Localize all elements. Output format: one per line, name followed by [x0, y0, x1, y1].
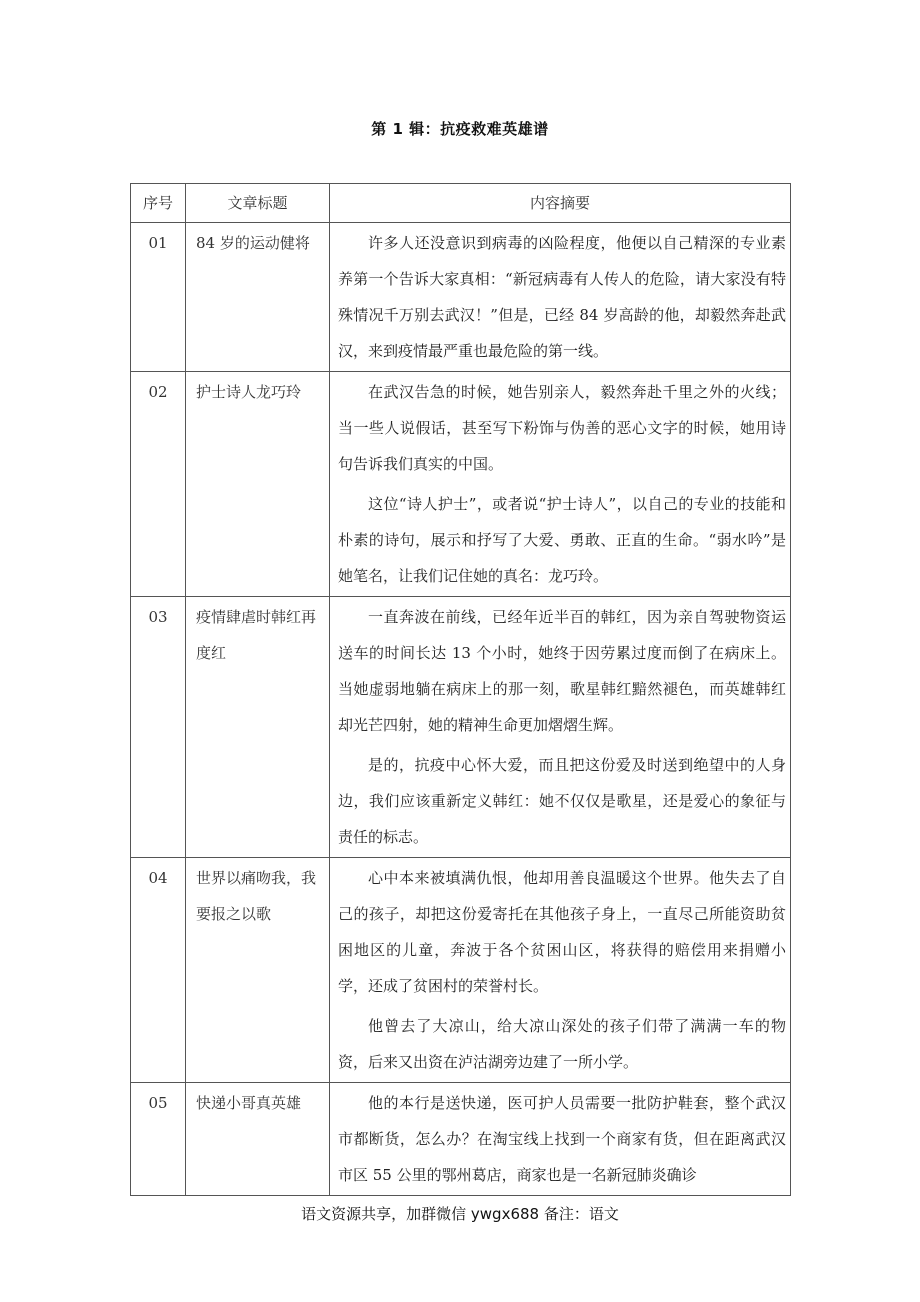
article-summary-table [130, 183, 791, 1196]
summary-paragraph: 心中本来被填满仇恨，他却用善良温暖这个世界。他失去了自己的孩子，却把这份爱寄托在其他孩子身上，一直尽己所能资助贫困地区的儿童，奔波于各个贫困山区，将获得的赔偿用来捐赠小学，还成了贫困村的荣誉村长。 [338, 869, 786, 995]
page-title: 第 1 辑：抗疫救难英雄谱 [371, 120, 549, 138]
table-row [131, 223, 791, 372]
header-summary: 内容摘要 [330, 184, 791, 223]
header-title: 文章标题 [186, 184, 330, 223]
row-summary [330, 597, 791, 858]
row-seq: 02 [131, 372, 186, 597]
row-title: 快递小哥真英雄 [186, 1083, 330, 1196]
row-summary [330, 372, 791, 597]
summary-paragraph: 在武汉告急的时候，她告别亲人，毅然奔赴千里之外的火线；当一些人说假话，甚至写下粉饰与伪善的恶心文字的时候，她用诗句告诉我们真实的中国。 [338, 383, 786, 473]
table-header-row [131, 184, 791, 223]
summary-paragraph: 是的，抗疫中心怀大爱，而且把这份爱及时送到绝望中的人身边，我们应该重新定义韩红：她不仅仅是歌星，还是爱心的象征与责任的标志。 [338, 756, 786, 846]
row-summary [330, 1083, 791, 1196]
page-footer: 语文资源共享，加群微信 ywgx688 备注：语文 [301, 1205, 619, 1223]
row-summary [330, 858, 791, 1083]
row-seq: 04 [131, 858, 186, 1083]
row-summary [330, 223, 791, 372]
summary-paragraph: 这位“诗人护士”，或者说“护士诗人”，以自己的专业的技能和朴素的诗句，展示和抒写了大爱、勇敢、正直的生命。“弱水吟”是她笔名，让我们记住她的真名：龙巧玲。 [338, 495, 786, 585]
table-row [131, 372, 791, 597]
row-seq: 01 [131, 223, 186, 372]
row-title: 84 岁的运动健将 [186, 223, 330, 372]
row-title: 护士诗人龙巧玲 [186, 372, 330, 597]
row-seq: 03 [131, 597, 186, 858]
summary-paragraph: 他的本行是送快递，医可护人员需要一批防护鞋套，整个武汉市都断货，怎么办？在淘宝线上找到一个商家有货，但在距离武汉市区 55 公里的鄂州葛店，商家也是一名新冠肺炎确诊 [338, 1094, 786, 1184]
header-seq: 序号 [131, 184, 186, 223]
row-title: 疫情肆虐时韩红再度红 [186, 597, 330, 858]
summary-paragraph: 他曾去了大凉山，给大凉山深处的孩子们带了满满一车的物资，后来又出资在泸沽湖旁边建了一所小学。 [338, 1017, 786, 1071]
table-row [131, 597, 791, 858]
row-seq: 05 [131, 1083, 186, 1196]
table-row [131, 858, 791, 1083]
summary-paragraph: 许多人还没意识到病毒的凶险程度，他便以自己精深的专业素养第一个告诉大家真相：“新冠病毒有人传人的危险，请大家没有特殊情况千万别去武汉！”但是，已经 84 岁高龄的他，却毅然奔赴武汉，来到疫情最严重也最危险的第一线。 [338, 234, 786, 360]
row-title: 世界以痛吻我，我要报之以歌 [186, 858, 330, 1083]
table-row [131, 1083, 791, 1196]
summary-paragraph: 一直奔波在前线，已经年近半百的韩红，因为亲自驾驶物资运送车的时间长达 13 个小时，她终于因劳累过度而倒了在病床上。当她虚弱地躺在病床上的那一刻，歌星韩红黯然褪色，而英雄韩红却光芒四射，她的精神生命更加熠熠生辉。 [338, 608, 786, 734]
